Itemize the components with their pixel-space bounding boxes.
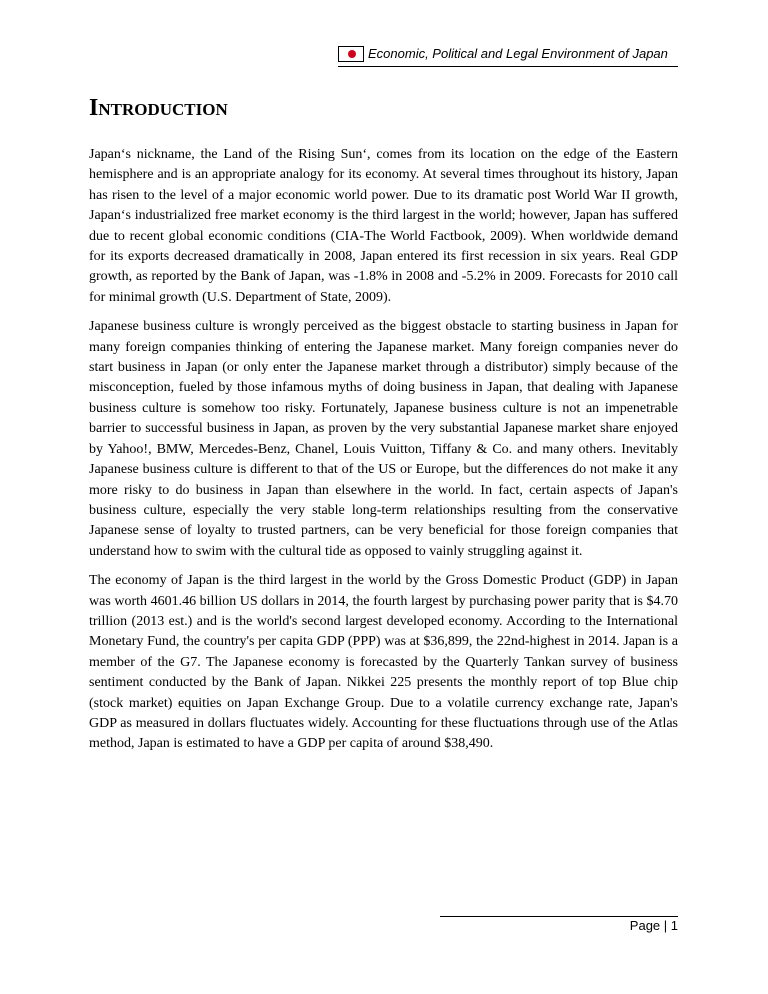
japan-flag-icon [338,46,364,62]
header-rule [338,66,678,67]
section-title-text: Introduction [89,95,228,121]
paragraph-intro: Japan‘s nickname, the Land of the Rising Sun‘, comes from its location on the edge of the Eastern hemisphere and is an appropriate analogy for its economy. At several times throughout its history, Japan has risen to the level of a major economic world power. Due to its dramatic post World War II growth, Japan‘s industrialized free market economy is the third largest in the world; however, Japan has suffered due to recent global economic conditions (CIA-The World Factbook, 2009). When worldwide demand for its exports decreased dramatically in 2008, Japan entered its first recession in six years. Real GDP growth, as reported by the Bank of Japan, was -1.8% in 2008 and -5.2% in 2009. Forecasts for 2010 call for minimal growth (U.S. Department of State, 2009). [89,147,678,305]
flag-red-disc [348,50,356,58]
paragraph-business-culture: Japanese business culture is wrongly perceived as the biggest obstacle to starting business in Japan for many foreign companies thinking of entering the Japanese market. Many foreign companies never do start business in Japan (or only enter the Japanese market through a distributor) simply because of the misconception, fueled by those infamous myths of doing business in Japan, that dealing with Japanese business culture is somehow too risky. Fortunately, Japanese business culture is not an impenetrable barrier to successful business in Japan, as proven by the very substantial Japanese market share enjoyed by Yahoo!, BMW, Mercedes-Benz, Chanel, Louis Vuitton, Tiffany & Co. and many others. Inevitably Japanese business culture is different to that of the US or Europe, but the differences do not make it any more risky to do business in Japan than elsewhere in the world. In fact, certain aspects of Japan's business culture, especially the very stable long-term relationships resulting from the conservative Japanese sense of loyalty to trusted partners, can be very beneficial for those foreign companies that understand how to swim with the cultural tide as opposed to vainly struggling against it. [89,319,678,559]
section-title [89,96,228,120]
paragraph-economy: The economy of Japan is the third largest in the world by the Gross Domestic Product (GDP) in Japan was worth 4601.46 billion US dollars in 2014, the fourth largest by purchasing power parity that is $4.70 trillion (2013 est.) and is the world's second largest developed economy. According to the International Monetary Fund, the country's per capita GDP (PPP) was at $36,899, the 22nd-highest in 2014. Japan is a member of the G7. The Japanese economy is forecasted by the Quarterly Tankan survey of business sentiment conducted by the Bank of Japan. Nikkei 225 presents the monthly report of top Blue chip (stock market) equities on Japan Exchange Group. Due to a volatile currency exchange rate, Japan's GDP as measured in dollars fluctuates widely. Accounting for these fluctuations through use of the Atlas method, Japan is estimated to have a GDP per capita of around $38,490. [89,573,678,752]
page-number: Page | 1 [629,918,678,933]
page-footer [440,916,678,938]
body-content [89,145,678,764]
header-title: Economic, Political and Legal Environment of Japan [368,46,668,61]
page-header [338,44,678,68]
footer-rule [440,916,678,917]
